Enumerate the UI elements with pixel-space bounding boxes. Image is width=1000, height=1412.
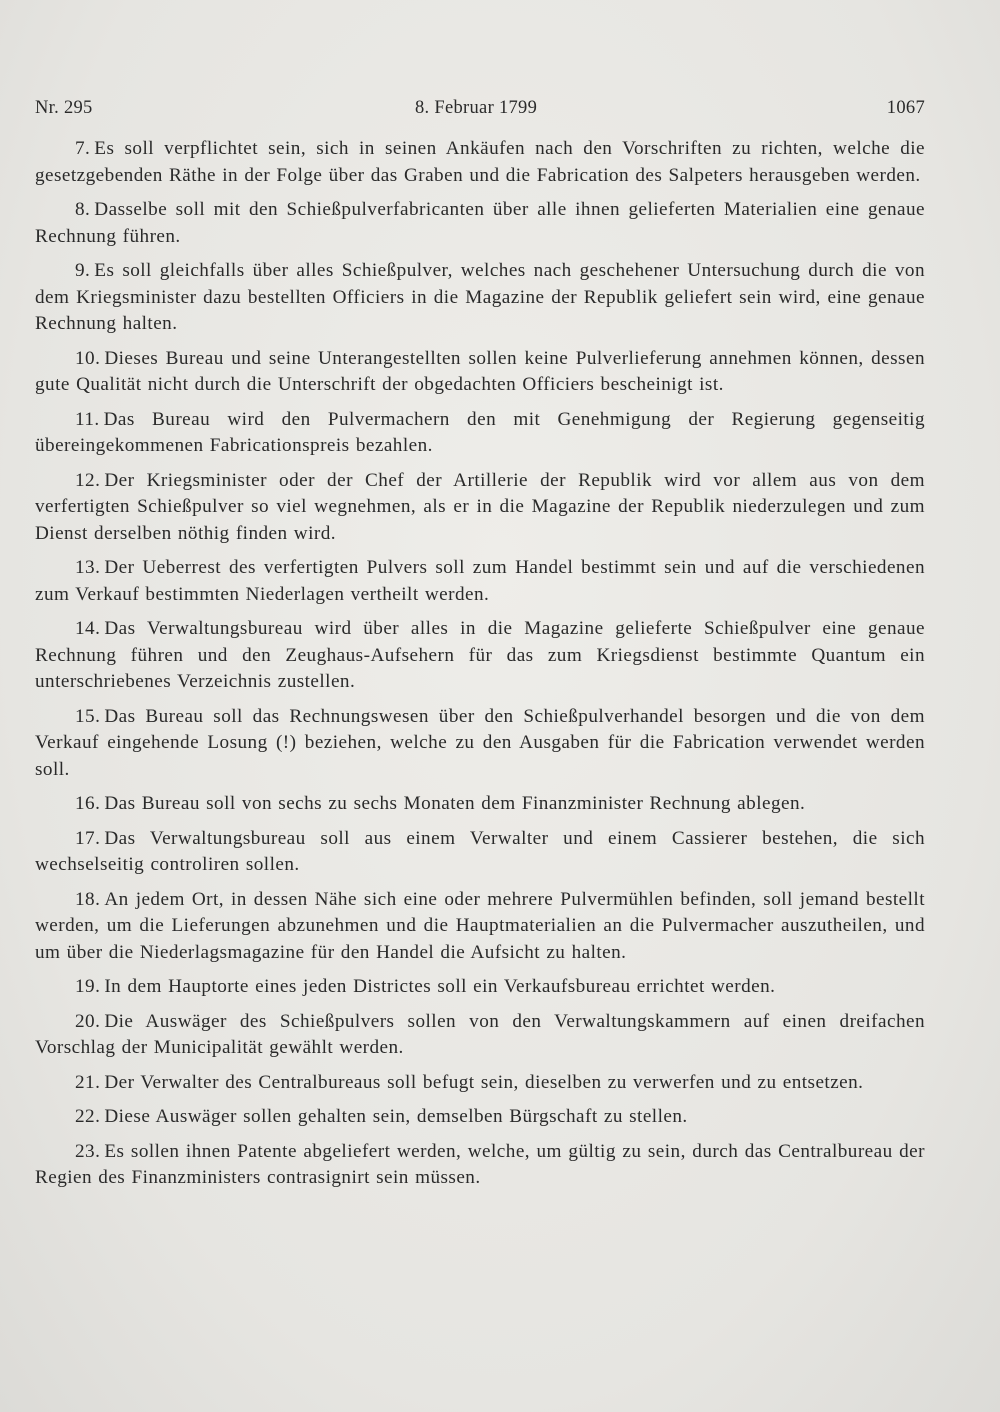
paragraph-text: Das Verwaltungsbureau soll aus einem Verwalter und einem Cassierer bestehen, die sich wechselseitig controliren sollen. bbox=[35, 827, 925, 875]
paragraph-8 bbox=[35, 197, 925, 250]
paragraph-text: In dem Hauptorte eines jeden Districtes soll ein Verkaufsbureau errichtet werden. bbox=[104, 976, 776, 997]
paragraph-number: 16. bbox=[75, 793, 101, 814]
paragraph-text: Es sollen ihnen Patente abgeliefert werden, welche, um gültig zu sein, durch das Centralbureau der Regien des Finanzministers contrasignirt sein müssen. bbox=[35, 1140, 925, 1188]
paragraph-20 bbox=[35, 1009, 925, 1062]
paragraph-13 bbox=[35, 555, 925, 608]
paragraph-number: 18. bbox=[75, 888, 101, 910]
paragraph-text: Es soll verpflichtet sein, sich in seinen Ankäufen nach den Vorschriften zu richten, welche die gesetzgebenden Räthe in der Folge über das Graben und die Fabrication des Salpeters herausgeben werden. bbox=[35, 138, 925, 186]
page-number: 1067 bbox=[886, 98, 925, 118]
paragraph-11 bbox=[35, 407, 925, 460]
paragraph-text: Es soll gleichfalls über alles Schießpulver, welches nach geschehener Untersuchung durch die von dem Kriegsminister dazu bestellten Officiers in die Magazine der Republik geliefert sein wird, eine genaue Rechnung halten. bbox=[35, 260, 925, 334]
paragraph-text: Das Verwaltungsbureau wird über alles in die Magazine gelieferte Schießpulver eine genaue Rechnung führen und den Zeughaus-Aufsehern für das zum Kriegsdienst bestimmte Quantum ein unterschriebenes Verzeichnis zustellen. bbox=[35, 618, 925, 692]
paragraph-7 bbox=[35, 136, 925, 189]
paragraph-10 bbox=[35, 346, 925, 399]
paragraph-17 bbox=[35, 826, 925, 879]
paragraph-16 bbox=[35, 791, 925, 818]
paragraph-number: 20. bbox=[75, 1010, 101, 1032]
running-head bbox=[35, 98, 925, 124]
paragraph-15 bbox=[35, 704, 925, 784]
paragraph-number: 7. bbox=[75, 138, 91, 159]
document-date: 8. Februar 1799 bbox=[415, 98, 538, 118]
paragraph-text: Der Ueberrest des verfertigten Pulvers soll zum Handel bestimmt sein und auf die verschiedenen zum Verkauf bestimmten Niederlagen vertheilt werden. bbox=[35, 557, 925, 605]
body-text bbox=[35, 136, 925, 1200]
paragraph-text: Das Bureau soll das Rechnungswesen über den Schießpulverhandel besorgen und die von dem Verkauf eingehende Losung (!) beziehen, welche zu den Ausgaben für die Fabrication verwendet werden soll. bbox=[35, 705, 925, 780]
paragraph-text: Dieses Bureau und seine Unterangestellten sollen keine Pulverlieferung annehmen können, dessen gute Qualität nicht durch die Unterschrift der obgedachten Officiers bescheinigt ist. bbox=[35, 347, 925, 395]
paragraph-12 bbox=[35, 468, 925, 548]
paragraph-number: 22. bbox=[75, 1106, 101, 1127]
document-number: Nr. 295 bbox=[35, 98, 93, 118]
paragraph-19 bbox=[35, 974, 925, 1001]
paragraph-18 bbox=[35, 887, 925, 967]
paragraph-number: 23. bbox=[75, 1140, 101, 1162]
paragraph-number: 15. bbox=[75, 705, 101, 727]
paragraph-text: Das Bureau wird den Pulvermachern den mit Genehmigung der Regierung gegenseitig übereingekommenen Fabricationspreis bezahlen. bbox=[35, 408, 925, 456]
paragraph-number: 9. bbox=[75, 260, 91, 281]
paragraph-text: Die Auswäger des Schießpulvers sollen von den Verwaltungskammern auf einen dreifachen Vorschlag der Municipalität gewählt werden. bbox=[35, 1010, 925, 1058]
paragraph-21 bbox=[35, 1070, 925, 1097]
paragraph-23 bbox=[35, 1139, 925, 1192]
paragraph-text: Das Bureau soll von sechs zu sechs Monaten dem Finanzminister Rechnung ablegen. bbox=[104, 793, 806, 814]
paragraph-text: Der Verwalter des Centralbureaus soll befugt sein, dieselben zu verwerfen und zu entsetzen. bbox=[104, 1071, 864, 1093]
paragraph-22 bbox=[35, 1104, 925, 1131]
paragraph-number: 17. bbox=[75, 827, 101, 849]
paragraph-text: Der Kriegsminister oder der Chef der Artillerie der Republik wird vor allem aus von dem verfertigten Schießpulver so viel wegnehmen, als er in die Magazine der Republik niederzulegen und zum Dienst derselben nöthig finden wird. bbox=[35, 469, 925, 544]
paragraph-number: 10. bbox=[75, 347, 101, 369]
paragraph-text: Diese Auswäger sollen gehalten sein, demselben Bürgschaft zu stellen. bbox=[104, 1106, 688, 1127]
paragraph-text: Dasselbe soll mit den Schießpulverfabricanten über alle ihnen gelieferten Materialien eine genaue Rechnung führen. bbox=[35, 199, 925, 247]
paragraph-14 bbox=[35, 616, 925, 696]
paragraph-number: 14. bbox=[75, 618, 101, 639]
paragraph-number: 13. bbox=[75, 557, 101, 578]
paragraph-9 bbox=[35, 258, 925, 338]
paragraph-number: 11. bbox=[75, 408, 100, 430]
paragraph-number: 21. bbox=[75, 1071, 101, 1093]
paragraph-text: An jedem Ort, in dessen Nähe sich eine oder mehrere Pulvermühlen befinden, soll jemand bestellt werden, um die Lieferungen abzunehmen und die Hauptmaterialien an die Pulvermacher auszutheilen, und um über die Niederlagsmagazine für den Handel die Aufsicht zu halten. bbox=[35, 888, 925, 963]
paragraph-number: 19. bbox=[75, 976, 101, 997]
paragraph-number: 12. bbox=[75, 469, 101, 491]
paragraph-number: 8. bbox=[75, 199, 91, 220]
